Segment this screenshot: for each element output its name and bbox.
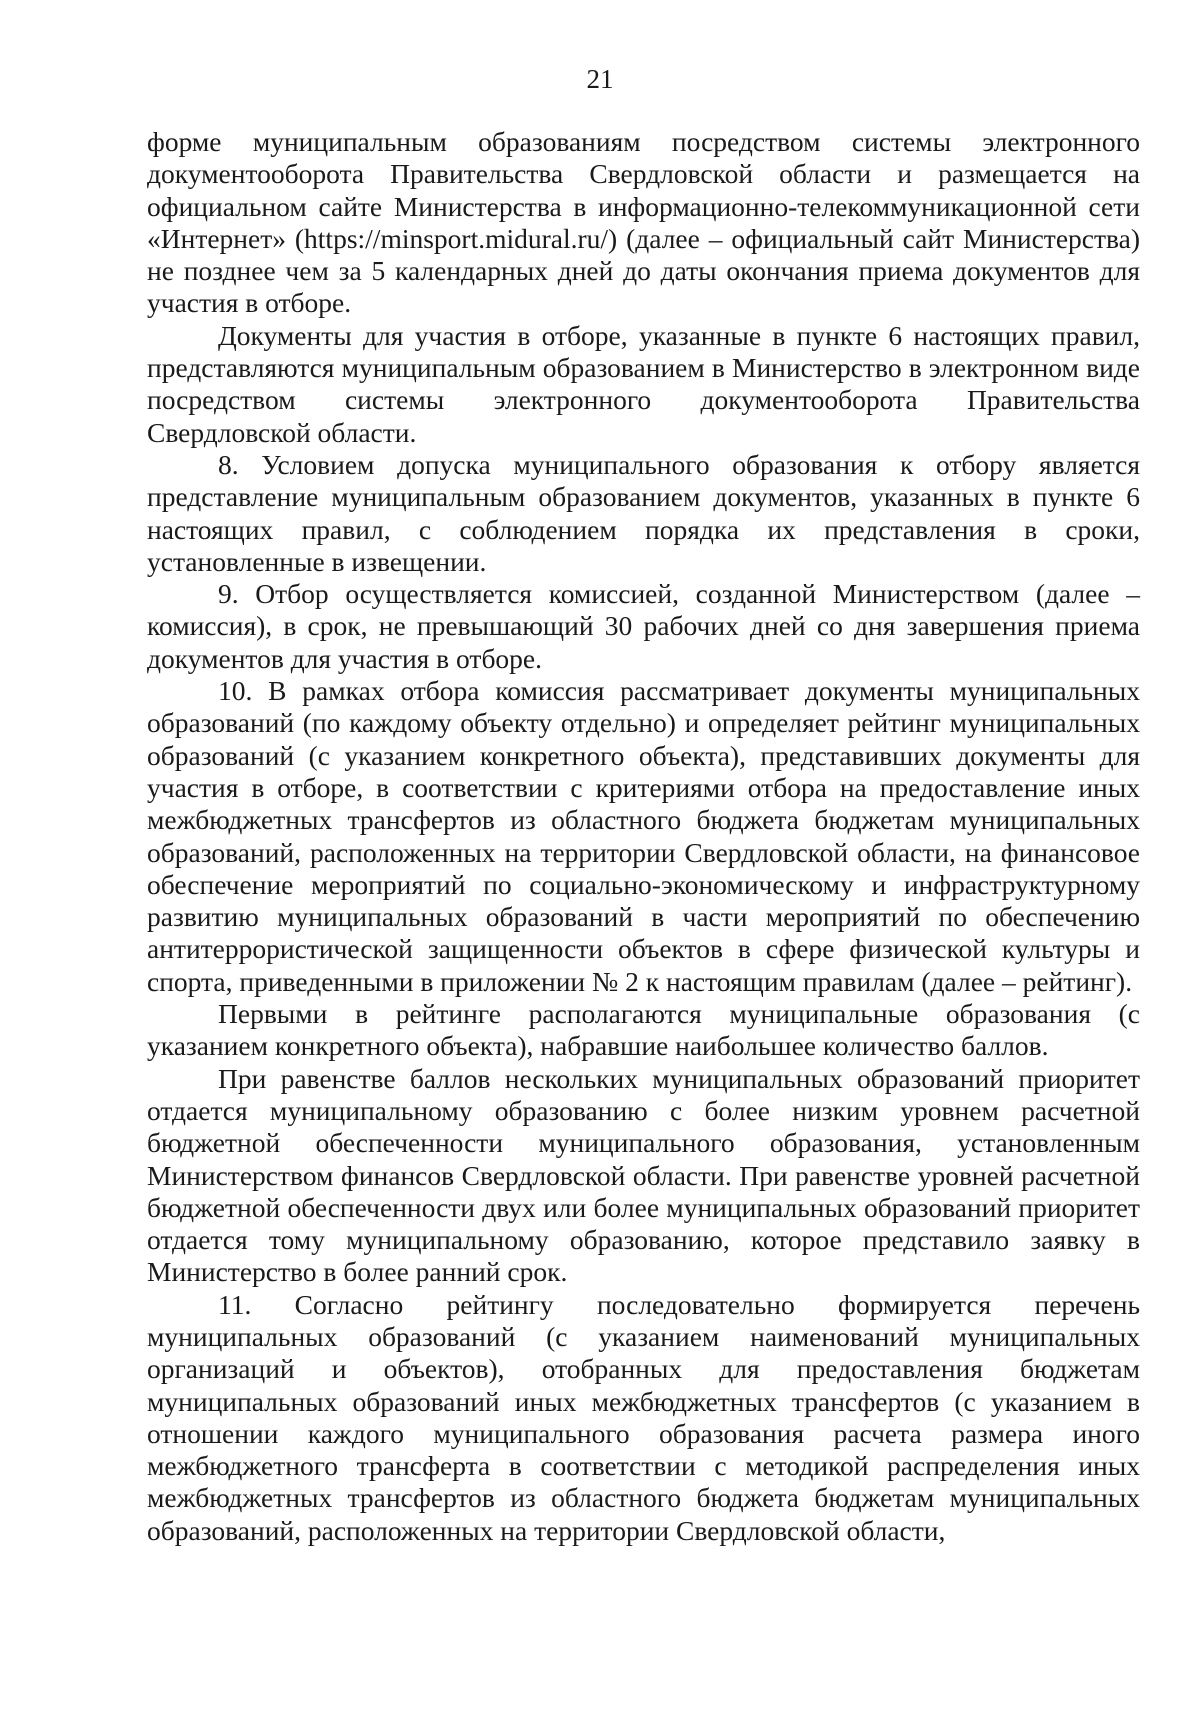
paragraph-rating-order: Первыми в рейтинге располагаются муниципальные образования (с указанием конкретного объекта), набравшие наибольшее количество баллов. (147, 998, 1140, 1062)
paragraph-continuation: форме муниципальным образованиям посредством системы электронного документооборота Правительства Свердловской области и размещается на официальном сайте Министерства в информационно-телекоммуникационной сети «Интернет» (https://minsport.midural.ru/) (далее – официальный сайт Министерства) не позднее чем за 5 календарных дней до даты окончания приема документов для участия в отборе. (147, 126, 1140, 319)
paragraph-item-10: 10. В рамках отбора комиссия рассматривает документы муниципальных образований (по каждому объекту отдельно) и определяет рейтинг муниципальных образований (с указанием конкретного объекта), представивших документы для участия в отборе, в соответствии с критериями отбора на предоставление иных межбюджетных трансфертов из областного бюджета бюджетам муниципальных образований, расположенных на территории Свердловской области, на финансовое обеспечение мероприятий по социально-экономическому и инфраструктурному развитию муниципальных образований в части мероприятий по обеспечению антитеррористической защищенности объектов в сфере физической культуры и спорта, приведенными в приложении № 2 к настоящим правилам (далее – рейтинг). (147, 675, 1140, 997)
document-body (147, 126, 1140, 1547)
paragraph-item-11: 11. Согласно рейтингу последовательно формируется перечень муниципальных образований (с указанием наименований муниципальных организаций и объектов), отобранных для предоставления бюджетам муниципальных образований иных межбюджетных трансфертов (с указанием в отношении каждого муниципального образования расчета размера иного межбюджетного трансферта в соответствии с методикой распределения иных межбюджетных трансфертов из областного бюджета бюджетам муниципальных образований, расположенных на территории Свердловской области, (147, 1288, 1140, 1546)
page-number: 21 (586, 64, 614, 94)
paragraph-equal-points: При равенстве баллов нескольких муниципальных образований приоритет отдается муниципальному образованию с более низким уровнем расчетной бюджетной обеспеченности муниципального образования, установленным Министерством финансов Свердловской области. При равенстве уровней расчетной бюджетной обеспеченности двух или более муниципальных образований приоритет отдается тому муниципальному образованию, которое представило заявку в Министерство в более ранний срок. (147, 1062, 1140, 1288)
paragraph-item-8: 8. Условием допуска муниципального образования к отбору является представление муниципальным образованием документов, указанных в пункте 6 настоящих правил, с соблюдением порядка их представления в сроки, установленные в извещении. (147, 448, 1140, 577)
paragraph-documents-submission: Документы для участия в отборе, указанные в пункте 6 настоящих правил, представляются муниципальным образованием в Министерство в электронном виде посредством системы электронного документооборота Правительства Свердловской области. (147, 319, 1140, 448)
paragraph-item-9: 9. Отбор осуществляется комиссией, созданной Министерством (далее – комиссия), в срок, не превышающий 30 рабочих дней со дня завершения приема документов для участия в отборе. (147, 578, 1140, 674)
